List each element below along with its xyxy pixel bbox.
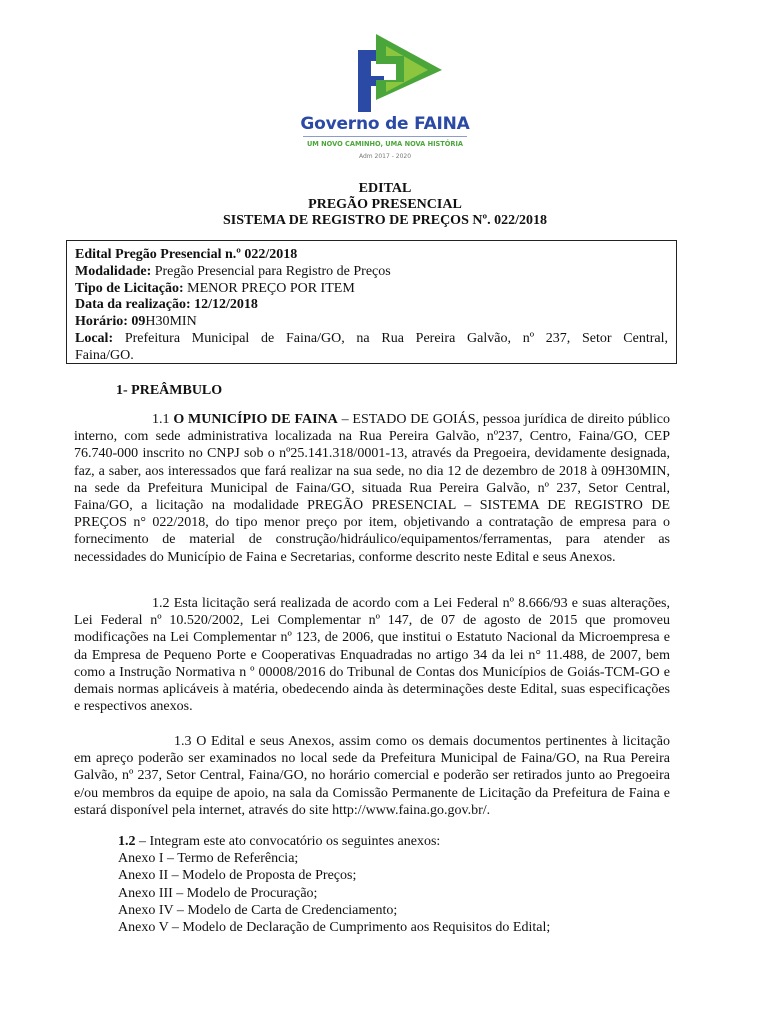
- tipo-label: Tipo de Licitação:: [75, 280, 184, 296]
- annex-intro-text: – Integram este ato convocatório os seguintes anexos:: [135, 834, 441, 849]
- summary-local: [75, 331, 668, 348]
- horario-value: H30MIN: [145, 314, 197, 330]
- logo-mark-icon: [300, 32, 470, 114]
- summary-tipo: [75, 281, 668, 298]
- doc-title-edital: EDITAL: [358, 181, 412, 196]
- summary-edital: [75, 247, 668, 264]
- p2-text: 1.2 Esta licitação será realizada de acordo com a Lei Federal nº 8.666/93 e suas alterações, Lei Federal nº 10.520/2002, Lei Complementar nº 147, de 07 de agosto de 2015 que promoveu modificações na Lei Complementar nº 123, de 2006, que institui o Estatuto Nacional da Microempresa e da Empresa de Pequeno Porte e Cooperativas Enquadradas no artigo 34 da lei n° 11.488, de 2007, bem como a Instrução Normativa n º 00008/2016 do Tribunal de Contas dos Municípios de Goiás-TCM-GO e demais normas aplicáveis à matéria, obedecendo ainda às determinações deste Edital, suas especificações e respectivos anexos.: [74, 596, 670, 715]
- p1-text: – ESTADO DE GOIÁS, pessoa jurídica de direito público interno, com sede administrativa localizada na Rua Pereira Galvão, nº237, Centro, Faina/GO, CEP 76.740-000 inscrito no CNPJ sob o nº25.141.318/0001-13, através da Pregoeira, devidamente designada, faz, a saber, aos interessados que fará realizar na sua sede, no dia 12 de dezembro de 2018 à 09H30MIN, na sede da Prefeitura Municipal de Faina/GO, situada Rua Pereira Galvão, nº 237, Setor Central, Faina/GO, a licitação na modalidade PREGÃO PRESENCIAL – SISTEMA DE REGISTRO DE PREÇOS n° 022/2018, do tipo menor preço por item, objetivando a contratação de empresa para o fornecimento de material de construção/hidráulico/equipamentos/ferramentas, para atender as necessidades do Município de Faina e Secretarias, conforme descrito neste Edital e seus Anexos.: [74, 412, 670, 565]
- horario-label: Horário: 09: [75, 314, 146, 330]
- list-item: Anexo I – Termo de Referência;: [118, 851, 299, 867]
- local-value-line1: Prefeitura Municipal de Faina/GO, na Rua Pereira Galvão, nº 237, Setor Central,: [113, 330, 668, 346]
- summary-horario: [75, 314, 668, 331]
- p3-text: 1.3 O Edital e seus Anexos, assim como os demais documentos pertinentes à licitação em apreço poderão ser examinados no local sede da Prefeitura Municipal de Faina/GO, na Rua Pereira Galvão, nº 237, Setor Central, Faina/GO, no horário comercial e poderão ser retirados junto ao Pregoeira e/ou membros da equipe de apoio, na sala da Comissão Permanente de Licitação da Prefeitura de Faina e estará disponível pela internet, através do site http://www.faina.go.gov.br/.: [74, 734, 670, 818]
- list-item: Anexo IV – Modelo de Carta de Credenciamento;: [118, 902, 398, 918]
- doc-title-registro: SISTEMA DE REGISTRO DE PREÇOS Nº. 022/2018: [223, 213, 547, 228]
- logo-name: Governo de FAINA: [300, 114, 470, 134]
- summary-box: [66, 240, 677, 364]
- paragraph-1-2: [74, 595, 670, 715]
- local-label: Local:: [75, 330, 114, 346]
- summary-local-cont: Faina/GO.: [75, 347, 134, 363]
- list-item: Anexo II – Modelo de Proposta de Preços;: [118, 868, 357, 884]
- doc-title-pregao: PREGÃO PRESENCIAL: [308, 197, 462, 212]
- logo-slogan: UM NOVO CAMINHO, UMA NOVA HISTÓRIA: [306, 140, 464, 148]
- list-item: Anexo III – Modelo de Procuração;: [118, 885, 318, 901]
- annex-intro-number: 1.2: [118, 834, 136, 849]
- edital-number: Edital Pregão Presencial n.º 022/2018: [75, 247, 298, 262]
- modalidade-label: Modalidade:: [75, 263, 152, 279]
- summary-data: [75, 297, 668, 314]
- annex-intro: [118, 833, 678, 850]
- list-item: Anexo V – Modelo de Declaração de Cumprimento aos Requisitos do Edital;: [118, 920, 551, 936]
- paragraph-1-1: [74, 411, 670, 566]
- section-heading-preambulo: 1- PREÂMBULO: [116, 383, 223, 398]
- logo-divider: [303, 136, 467, 137]
- p1-number: 1.1: [152, 412, 174, 427]
- summary-modalidade: [75, 264, 668, 281]
- logo-administration: Adm 2017 - 2020: [358, 153, 412, 160]
- modalidade-value: Pregão Presencial para Registro de Preços: [151, 263, 391, 279]
- tipo-value: MENOR PREÇO POR ITEM: [183, 280, 355, 296]
- paragraph-1-3: [74, 733, 670, 819]
- p1-municipio: O MUNICÍPIO DE FAINA: [173, 412, 338, 427]
- annex-list: [118, 833, 678, 936]
- data-label: Data da realização: 12/12/2018: [75, 297, 258, 313]
